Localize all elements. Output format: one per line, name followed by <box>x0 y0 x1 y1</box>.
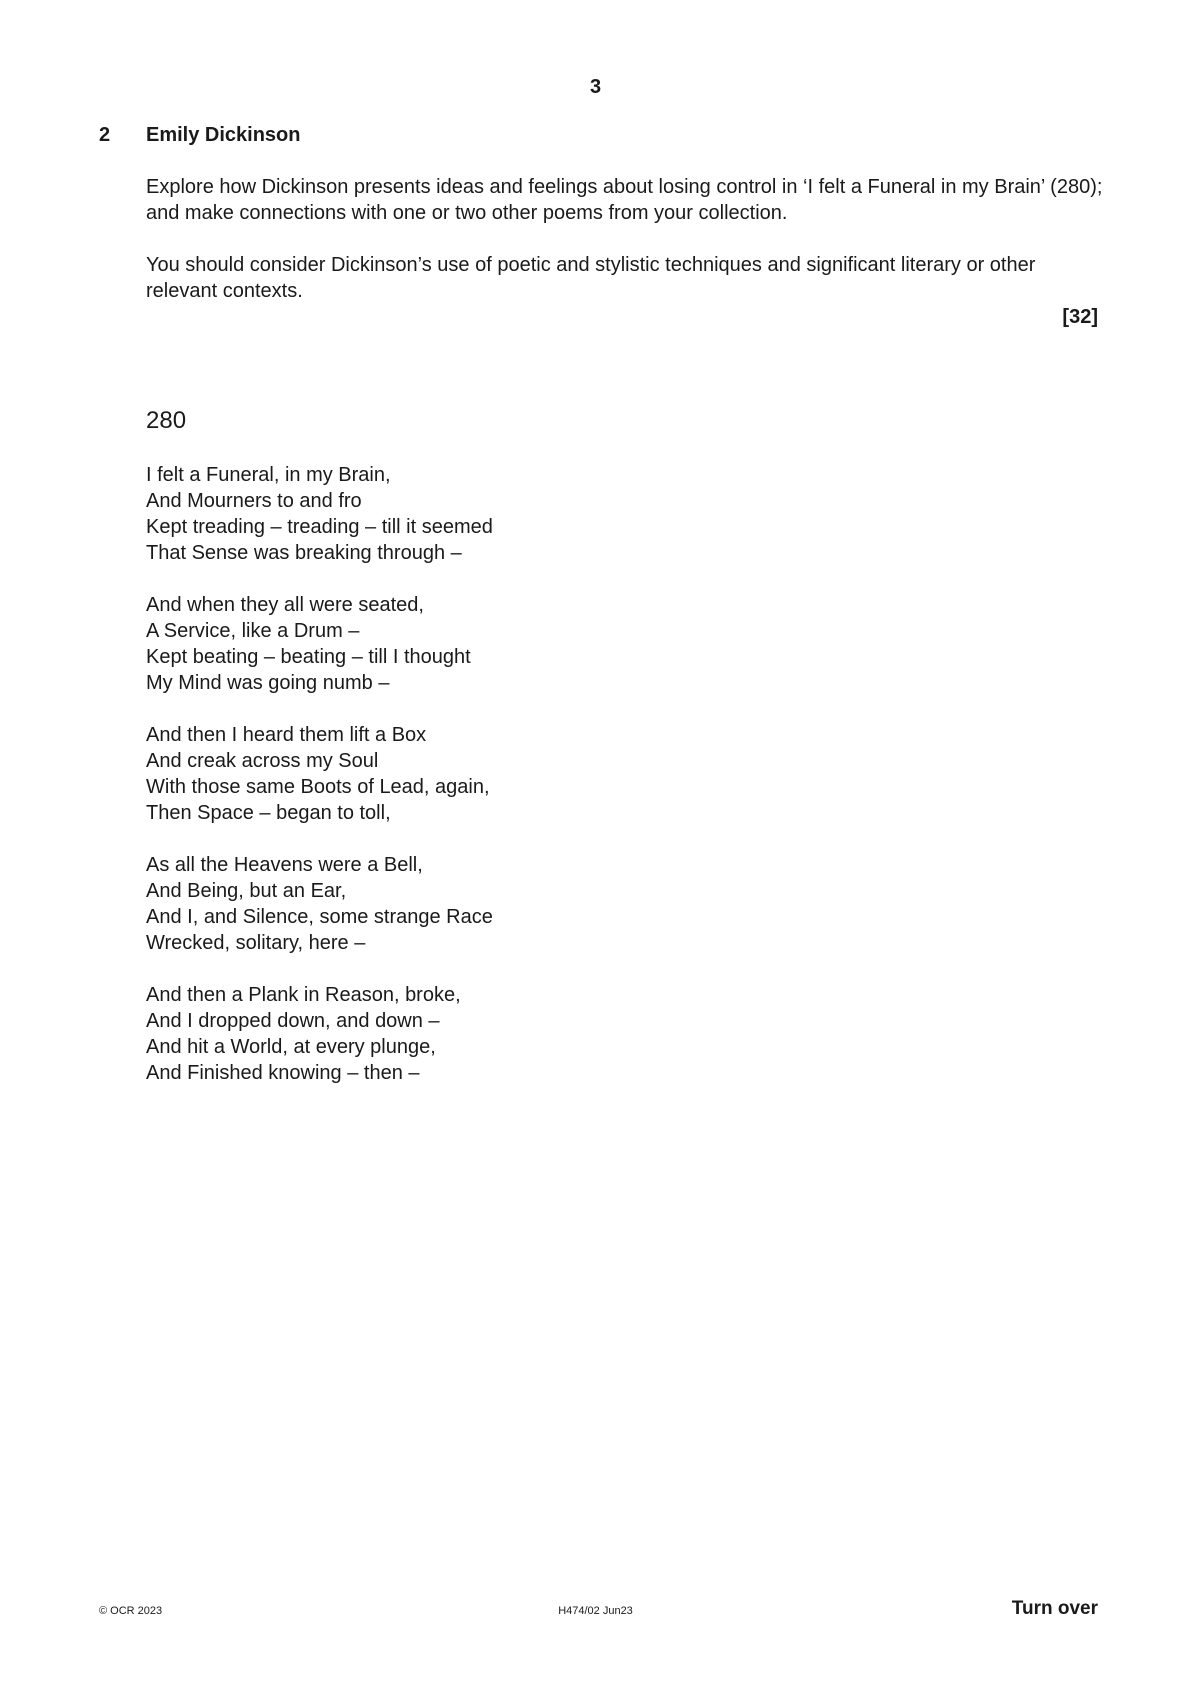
poem-stanza <box>146 592 493 696</box>
poem-line: And then I heard them lift a Box <box>146 724 427 746</box>
poem-stanza <box>146 722 493 826</box>
poem-number: 280 <box>146 407 187 434</box>
poem-line: And then a Plank in Reason, broke, <box>146 984 461 1006</box>
poem-line: And Finished knowing – then – <box>146 1062 420 1084</box>
poem-line: Kept treading – treading – till it seemed <box>146 516 493 538</box>
poem-line: And creak across my Soul <box>146 750 379 772</box>
poem-line: And Mourners to and fro <box>146 490 362 512</box>
poem-line: As all the Heavens were a Bell, <box>146 854 423 876</box>
poem-line: My Mind was going numb – <box>146 672 390 694</box>
poem-stanza <box>146 462 493 566</box>
poem-line: And when they all were seated, <box>146 594 424 616</box>
poem-line: A Service, like a Drum – <box>146 620 360 642</box>
question-prompt-paragraph: Explore how Dickinson presents ideas and feelings about losing control in ‘I felt a Funeral in my Brain’ (280); and make connections with one or two other poems from your collection. <box>146 176 1103 224</box>
question-prompt-paragraph: You should consider Dickinson’s use of poetic and stylistic techniques and significant literary or other relevant contexts. <box>146 254 1036 302</box>
paper-code: H474/02 Jun23 <box>558 1605 633 1617</box>
copyright-notice: © OCR 2023 <box>99 1605 163 1617</box>
page-number: 3 <box>589 76 602 98</box>
poem-line: Wrecked, solitary, here – <box>146 932 366 954</box>
poem-line: I felt a Funeral, in my Brain, <box>146 464 391 486</box>
poem-line: Kept beating – beating – till I thought <box>146 646 471 668</box>
poem-line: That Sense was breaking through – <box>146 542 462 564</box>
question-title: Emily Dickinson <box>146 124 301 146</box>
turn-over-label: Turn over <box>1011 1598 1098 1619</box>
poem-line: With those same Boots of Lead, again, <box>146 776 490 798</box>
poem-line: And I dropped down, and down – <box>146 1010 440 1032</box>
poem-text <box>146 462 493 1112</box>
poem-line: And Being, but an Ear, <box>146 880 347 902</box>
poem-line: And hit a World, at every plunge, <box>146 1036 436 1058</box>
marks-allocation: [32] <box>1062 306 1098 328</box>
poem-stanza <box>146 982 493 1086</box>
question-number: 2 <box>99 124 111 146</box>
poem-line: Then Space – began to toll, <box>146 802 391 824</box>
poem-line: And I, and Silence, some strange Race <box>146 906 493 928</box>
poem-stanza <box>146 852 493 956</box>
